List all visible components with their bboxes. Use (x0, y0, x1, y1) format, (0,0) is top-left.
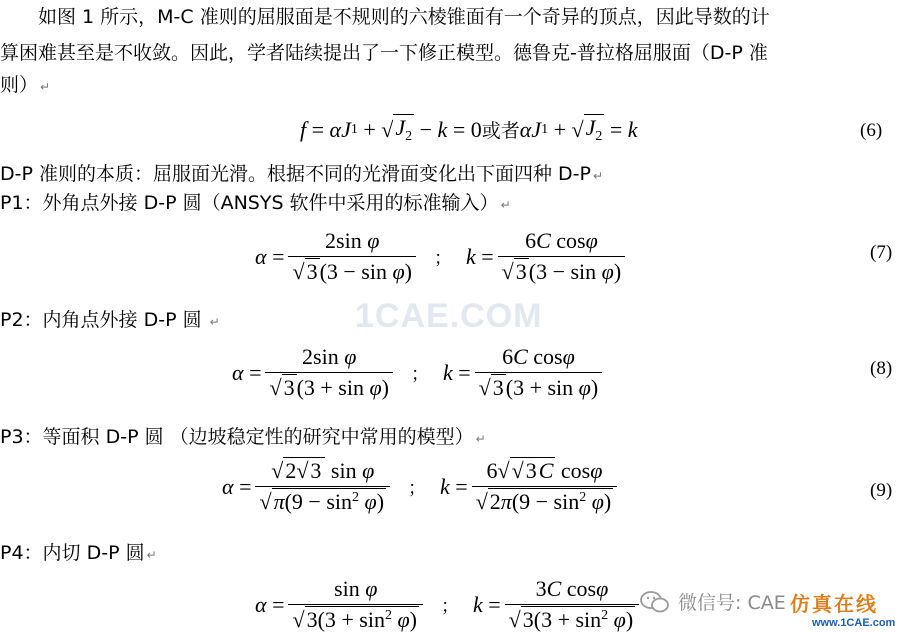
intro-line-2: 算困难甚至是不收敛。因此，学者陆续提出了一下修正模型。德鲁克-普拉格屈服面（D-P 准 (0, 42, 768, 64)
wechat-label: 微信号: CAE (678, 592, 786, 614)
brand-title: 仿真在线 (790, 592, 878, 616)
brand-url: www.1CAE.com (812, 617, 896, 629)
intro-line-3: 则） ↵ (0, 74, 51, 96)
return-mark: ↵ (40, 80, 51, 94)
p2-label: P2：内角点外接 D-P 圆 ↵ (0, 309, 220, 331)
equation-number-9: (9) (870, 480, 893, 501)
equation-9: α = $\frac{\text{√2√3 sin φ}}{√\pi(9 - \sin^2 \varphi)}$ ； k = $\frac{\text{6√√3C cosφ}}{√2\pi(9 - \sin^2 \varphi)}$ (222, 458, 621, 515)
equation-7: α = $\frac{\text{2sin φ}}{\text{√3(3 − sin φ)}}$ ； k = $\frac{\text{6C cosφ}}{\text{√3(3 − sin φ)}}$ (255, 228, 629, 285)
site-watermark: 1CAE.COM (355, 297, 543, 335)
intro-line-1: 如图 1 所示，M-C 准则的屈服面是不规则的六棱锥面有一个奇异的顶点，因此导数的计 (0, 6, 770, 28)
p1-label: P1：外角点外接 D-P 圆（ANSYS 软件中采用的标准输入） ↵ (0, 192, 511, 214)
p3-label: P3：等面积 D-P 圆 （边坡稳定性的研究中常用的模型） ↵ (0, 426, 486, 448)
equation-8: α = $\frac{\text{2sin φ}}{\text{√3(3 + sin φ)}}$ ； k = $\frac{\text{6C cosφ}}{\text{√3(3 + sin φ)}}$ (232, 344, 606, 401)
equation-number-7: (7) (870, 242, 893, 263)
equation-number-6: (6) (860, 120, 883, 141)
equation-10-partial: α = $\frac{\text{sin φ}}{√3(3 + \sin^2 \varphi)}$ ； k = $\frac{\text{3C cosφ}}{√3(3 + \sin^2 \varphi)}$ (255, 576, 643, 633)
brand-logo (790, 588, 900, 629)
equation-6: f = αJ 1 + √ $J_2$ − k = 0 或者 αJ 1 + √ $J_2$ = k (300, 115, 638, 144)
wechat-footer (640, 588, 786, 615)
dp-essence-line: D-P 准则的本质：屈服面光滑。根据不同的光滑面变化出下面四种 D-P ↵ (0, 163, 604, 185)
p4-label: P4：内切 D-P 圆 ↵ (0, 542, 157, 564)
wechat-icon (640, 590, 670, 614)
eq6-connector: 或者 (481, 120, 520, 142)
equation-number-8: (8) (870, 358, 893, 379)
